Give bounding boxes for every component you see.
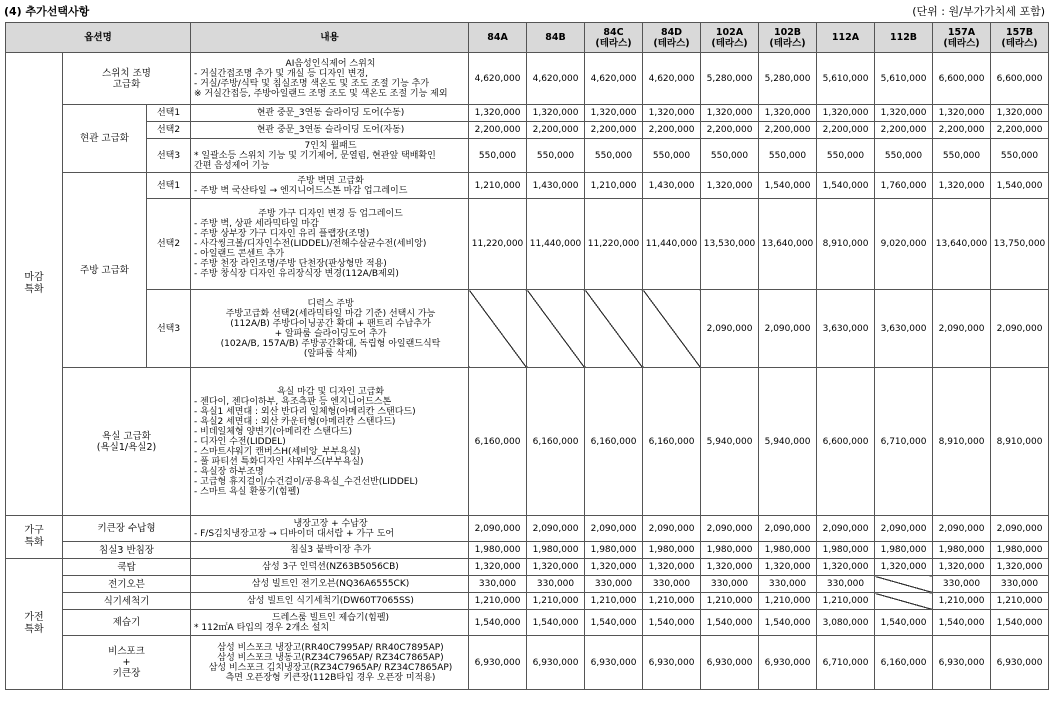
price-cell: 1,760,000 <box>875 173 933 199</box>
price-cell: 1,320,000 <box>817 559 875 576</box>
description-title: 현관 중문_3연동 슬라이딩 도어(자동) <box>256 125 405 135</box>
header-type: 157B (테라스) <box>991 23 1049 53</box>
price-cell: 2,200,000 <box>759 122 817 139</box>
price-cell: 330,000 <box>817 576 875 593</box>
table-row <box>6 593 1049 610</box>
price-cell: 330,000 <box>585 576 643 593</box>
selection-cell: 선택2 <box>147 199 191 290</box>
price-cell: 5,610,000 <box>875 53 933 105</box>
price-cell: 13,750,000 <box>991 199 1049 290</box>
table-row <box>6 199 1049 290</box>
price-cell: 2,090,000 <box>817 516 875 542</box>
price-cell: 1,320,000 <box>643 105 701 122</box>
price-cell: 2,200,000 <box>585 122 643 139</box>
price-cell: 11,220,000 <box>469 199 527 290</box>
price-cell: 330,000 <box>469 576 527 593</box>
price-cell: 550,000 <box>469 139 527 173</box>
table-row <box>6 105 1049 122</box>
price-cell: 5,940,000 <box>759 368 817 516</box>
option-name-cell: 키큰장 수납형 <box>63 516 191 542</box>
price-cell: 6,930,000 <box>991 636 1049 690</box>
price-cell: 6,930,000 <box>469 636 527 690</box>
price-cell: 1,210,000 <box>585 593 643 610</box>
price-cell: 1,320,000 <box>701 105 759 122</box>
price-cell: 2,200,000 <box>701 122 759 139</box>
section-title: (4) 추가선택사항 <box>4 5 90 18</box>
price-cell: 1,980,000 <box>875 542 933 559</box>
price-cell: 1,210,000 <box>527 593 585 610</box>
price-cell: 2,090,000 <box>759 290 817 368</box>
price-cell: 6,930,000 <box>933 636 991 690</box>
price-cell: 550,000 <box>527 139 585 173</box>
description-lines: - 주방 벽, 상판 세라믹타일 마감 - 주방 상부장 가구 디자인 유리 플랩장(조명) - 사각씽크볼/디자인수전(LIDDEL)/전해수살균수전(세비앙) - 아일랜드 콘센트 추가 - 주방 천장 라인조명/주방 단천장(판상형만 적용) - 주방 창식장 디자인 유리장식장 변경(112A/B제외) <box>194 219 427 279</box>
price-cell: 6,600,000 <box>933 53 991 105</box>
table-row <box>6 53 1049 105</box>
table-row <box>6 576 1049 593</box>
description-cell <box>191 559 469 576</box>
price-cell: 11,440,000 <box>527 199 585 290</box>
selection-cell: 선택3 <box>147 139 191 173</box>
description-title: AI음성인식제어 스위치 <box>285 58 376 69</box>
description-title: 주방 벽면 고급화 <box>297 175 364 186</box>
not-applicable-cell <box>585 290 643 368</box>
option-name-cell: 침실3 반침장 <box>63 542 191 559</box>
price-cell: 1,320,000 <box>527 105 585 122</box>
price-cell: 13,640,000 <box>759 199 817 290</box>
price-cell: 1,430,000 <box>527 173 585 199</box>
price-cell: 9,020,000 <box>875 199 933 290</box>
price-cell: 1,320,000 <box>933 559 991 576</box>
option-name-cell: 욕실 고급화 (욕실1/욕실2) <box>63 368 191 516</box>
price-cell: 1,980,000 <box>759 542 817 559</box>
price-cell: 6,930,000 <box>701 636 759 690</box>
description-lines: * 112㎡A 타입의 경우 2개소 설치 <box>194 622 330 633</box>
category-cell: 가구 특화 <box>6 516 63 559</box>
price-cell: 2,090,000 <box>933 290 991 368</box>
price-cell: 1,540,000 <box>585 610 643 636</box>
price-cell: 1,980,000 <box>933 542 991 559</box>
price-cell: 4,620,000 <box>527 53 585 105</box>
description-lines: * 일괄소등 스위치 기능 및 기기제어, 문열림, 현관앞 택배확인 간편 음성제어 기능 <box>194 150 436 171</box>
description-title: 삼성 비스포크 냉장고(RR40C7995AP/ RR40C7895AP) <box>217 642 444 653</box>
header-type: 84C (테라스) <box>585 23 643 53</box>
price-cell: 13,530,000 <box>701 199 759 290</box>
price-cell: 1,210,000 <box>933 593 991 610</box>
price-cell: 1,320,000 <box>991 105 1049 122</box>
price-cell: 550,000 <box>991 139 1049 173</box>
price-cell: 1,320,000 <box>933 105 991 122</box>
price-cell: 1,320,000 <box>875 559 933 576</box>
price-cell: 11,220,000 <box>585 199 643 290</box>
option-name-cell: 비스포크 + 키큰장 <box>63 636 191 690</box>
price-cell: 1,540,000 <box>991 173 1049 199</box>
header-type: 102B (테라스) <box>759 23 817 53</box>
price-cell: 8,910,000 <box>991 368 1049 516</box>
description-cell <box>191 105 469 122</box>
price-cell: 1,980,000 <box>585 542 643 559</box>
table-row <box>6 173 1049 199</box>
header-type: 84B <box>527 23 585 53</box>
table-row <box>6 636 1049 690</box>
price-cell: 2,200,000 <box>643 122 701 139</box>
table-row <box>6 610 1049 636</box>
description-title: 침실3 붙박이장 추가 <box>290 545 372 555</box>
price-cell: 13,640,000 <box>933 199 991 290</box>
description-title: 주방 가구 디자인 변경 등 업그레이드 <box>258 209 403 219</box>
description-title: 욕실 마감 및 디자인 고급화 <box>276 386 385 397</box>
price-cell: 330,000 <box>527 576 585 593</box>
price-cell: 6,710,000 <box>817 636 875 690</box>
price-cell: 1,980,000 <box>991 542 1049 559</box>
header-content: 내용 <box>191 23 469 53</box>
description-cell <box>191 593 469 610</box>
price-cell: 6,160,000 <box>469 368 527 516</box>
option-name-cell: 스위치 조명 고급화 <box>63 53 191 105</box>
price-cell: 2,090,000 <box>701 290 759 368</box>
table-row <box>6 122 1049 139</box>
price-cell: 8,910,000 <box>817 199 875 290</box>
description-title: 현관 중문_3연동 슬라이딩 도어(수동) <box>256 108 405 118</box>
price-cell: 6,160,000 <box>643 368 701 516</box>
table-header-row <box>6 23 1049 53</box>
price-cell: 3,080,000 <box>817 610 875 636</box>
price-cell: 2,200,000 <box>933 122 991 139</box>
price-cell: 1,320,000 <box>469 559 527 576</box>
price-cell: 330,000 <box>759 576 817 593</box>
price-cell: 1,540,000 <box>469 610 527 636</box>
table-row <box>6 290 1049 368</box>
description-lines: 삼성 비스포크 냉동고(RZ34C7965AP/ RZ34C7865AP) 삼성 비스포크 김치냉장고(RZ34C7965AP/ RZ34C7865AP) 측면 오픈장형 키큰장(112B타입 경우 오픈장 미적용) <box>208 652 453 683</box>
header-option-name: 옵션명 <box>6 23 191 53</box>
price-cell: 2,200,000 <box>817 122 875 139</box>
price-cell: 1,210,000 <box>701 593 759 610</box>
price-cell: 1,210,000 <box>643 593 701 610</box>
price-cell: 6,930,000 <box>759 636 817 690</box>
table-row <box>6 559 1049 576</box>
not-applicable-cell <box>875 593 933 610</box>
price-cell: 1,210,000 <box>585 173 643 199</box>
price-cell: 330,000 <box>991 576 1049 593</box>
description-title: 삼성 빌트인 전기오븐(NQ36A6555CK) <box>251 579 410 589</box>
description-lines: 주방고급화 선택2(세라믹타일 마감 기준) 선택시 가능 (112A/B) 주방다이닝공간 확대 + 팬트리 수납추가 + 알파룸 슬라이딩도어 추가 (102A/B, 157A/B) 주방공간확대, 독립형 아일랜드식탁 (알파룸 삭제) <box>220 308 441 359</box>
price-cell: 1,320,000 <box>875 105 933 122</box>
price-cell: 4,620,000 <box>469 53 527 105</box>
option-name-cell: 쿡탑 <box>63 559 191 576</box>
price-cell: 2,090,000 <box>585 516 643 542</box>
header-type: 112B <box>875 23 933 53</box>
price-cell: 1,320,000 <box>585 105 643 122</box>
price-cell: 1,210,000 <box>991 593 1049 610</box>
price-cell: 1,320,000 <box>991 559 1049 576</box>
selection-cell: 선택1 <box>147 105 191 122</box>
description-lines: - F/S김치냉장고장 → 디바이더 대서랍 + 가구 도어 <box>194 528 395 539</box>
not-applicable-cell <box>469 290 527 368</box>
table-row <box>6 139 1049 173</box>
price-cell: 1,980,000 <box>527 542 585 559</box>
price-cell: 2,090,000 <box>469 516 527 542</box>
price-cell: 1,980,000 <box>817 542 875 559</box>
option-price-table <box>5 22 1049 690</box>
description-cell <box>191 636 469 690</box>
price-cell: 6,160,000 <box>585 368 643 516</box>
price-cell: 5,610,000 <box>817 53 875 105</box>
price-cell: 1,210,000 <box>817 593 875 610</box>
header-type: 102A (테라스) <box>701 23 759 53</box>
price-cell: 1,540,000 <box>875 610 933 636</box>
price-cell: 2,090,000 <box>991 516 1049 542</box>
selection-cell: 선택1 <box>147 173 191 199</box>
price-cell: 6,600,000 <box>991 53 1049 105</box>
price-cell: 1,980,000 <box>643 542 701 559</box>
price-cell: 550,000 <box>759 139 817 173</box>
description-title: 냉장고장 + 수납장 <box>293 518 368 529</box>
selection-cell: 선택3 <box>147 290 191 368</box>
price-cell: 1,320,000 <box>585 559 643 576</box>
price-cell: 6,930,000 <box>643 636 701 690</box>
price-cell: 1,430,000 <box>643 173 701 199</box>
price-cell: 1,980,000 <box>469 542 527 559</box>
price-cell: 1,540,000 <box>933 610 991 636</box>
price-cell: 2,200,000 <box>469 122 527 139</box>
price-cell: 4,620,000 <box>585 53 643 105</box>
description-lines: - 거실간접조명 추가 및 개실 등 디자인 변경, - 거실/주방/식탁 및 침실조명 색온도 및 조도 조절 기능 추가 ※ 거실간접등, 주방아일랜드 조명 조도 및 색온도 조절 기능 제외 <box>194 68 448 99</box>
category-cell: 가전 특화 <box>6 559 63 690</box>
option-name-cell: 전기오븐 <box>63 576 191 593</box>
price-cell: 1,540,000 <box>991 610 1049 636</box>
price-cell: 5,280,000 <box>701 53 759 105</box>
price-cell: 1,320,000 <box>701 559 759 576</box>
price-cell: 1,210,000 <box>469 173 527 199</box>
description-title: 디럭스 주방 <box>307 298 354 309</box>
price-cell: 6,160,000 <box>527 368 585 516</box>
price-cell: 330,000 <box>933 576 991 593</box>
price-cell: 1,210,000 <box>759 593 817 610</box>
description-cell <box>191 53 469 105</box>
price-cell: 1,540,000 <box>527 610 585 636</box>
not-applicable-cell <box>643 290 701 368</box>
price-cell: 2,200,000 <box>527 122 585 139</box>
description-cell <box>191 542 469 559</box>
price-cell: 6,600,000 <box>817 368 875 516</box>
selection-cell: 선택2 <box>147 122 191 139</box>
price-cell: 1,540,000 <box>817 173 875 199</box>
description-lines: - 주방 벽 국산타일 → 엔지니어드스톤 마감 업그레이드 <box>194 185 408 196</box>
price-cell: 2,090,000 <box>759 516 817 542</box>
price-cell: 1,320,000 <box>933 173 991 199</box>
price-cell: 1,320,000 <box>759 105 817 122</box>
option-name-cell: 현관 고급화 <box>63 105 147 173</box>
price-cell: 6,710,000 <box>875 368 933 516</box>
description-cell <box>191 199 469 290</box>
description-title: 드레스룸 빌트인 제습기(힘펠) <box>271 612 390 623</box>
table-row <box>6 516 1049 542</box>
table-row <box>6 542 1049 559</box>
price-cell: 11,440,000 <box>643 199 701 290</box>
price-cell: 5,940,000 <box>701 368 759 516</box>
price-cell: 1,540,000 <box>759 610 817 636</box>
price-cell: 1,540,000 <box>759 173 817 199</box>
price-cell: 330,000 <box>643 576 701 593</box>
price-cell: 1,320,000 <box>701 173 759 199</box>
header-type: 112A <box>817 23 875 53</box>
price-cell: 550,000 <box>817 139 875 173</box>
description-cell <box>191 368 469 516</box>
price-cell: 550,000 <box>585 139 643 173</box>
price-cell: 2,090,000 <box>875 516 933 542</box>
description-cell <box>191 139 469 173</box>
price-cell: 550,000 <box>875 139 933 173</box>
header-type: 157A (테라스) <box>933 23 991 53</box>
description-cell <box>191 290 469 368</box>
description-cell <box>191 576 469 593</box>
price-cell: 550,000 <box>933 139 991 173</box>
price-cell: 1,320,000 <box>527 559 585 576</box>
description-cell <box>191 516 469 542</box>
page-header <box>0 0 1053 22</box>
description-title: 7인치 월패드 <box>304 140 357 151</box>
description-cell <box>191 173 469 199</box>
not-applicable-cell <box>527 290 585 368</box>
price-cell: 2,200,000 <box>991 122 1049 139</box>
price-cell: 4,620,000 <box>643 53 701 105</box>
header-type: 84D (테라스) <box>643 23 701 53</box>
price-cell: 6,160,000 <box>875 636 933 690</box>
price-cell: 330,000 <box>701 576 759 593</box>
price-cell: 1,320,000 <box>759 559 817 576</box>
option-name-cell: 식기세척기 <box>63 593 191 610</box>
option-name-cell: 주방 고급화 <box>63 173 147 368</box>
price-cell: 3,630,000 <box>817 290 875 368</box>
price-cell: 550,000 <box>643 139 701 173</box>
price-cell: 5,280,000 <box>759 53 817 105</box>
header-type: 84A <box>469 23 527 53</box>
unit-note: (단위 : 원/부가가치세 포함) <box>912 5 1045 18</box>
price-cell: 2,090,000 <box>527 516 585 542</box>
price-cell: 1,540,000 <box>643 610 701 636</box>
price-cell: 1,320,000 <box>643 559 701 576</box>
table-row <box>6 368 1049 516</box>
category-cell: 마감 특화 <box>6 53 63 516</box>
description-cell <box>191 610 469 636</box>
price-cell: 2,200,000 <box>875 122 933 139</box>
price-cell: 2,090,000 <box>933 516 991 542</box>
price-cell: 1,320,000 <box>469 105 527 122</box>
not-applicable-cell <box>875 576 933 593</box>
description-title: 삼성 빌트인 식기세척기(DW60T7065SS) <box>247 596 414 606</box>
price-cell: 1,320,000 <box>817 105 875 122</box>
description-lines: - 젠다이, 젠다이하부, 욕조측판 등 엔지니어드스톤 - 욕실1 세면대 : 외산 반다리 일체형(아메리칸 스탠다드) - 욕실2 세면대 : 외산 카운터형(아메리칸 스탠다드) - 비데일체형 양변기(아메리칸 스탠다드) - 디자인 수전(LIDDEL) - 스마트샤워기 캔버스H(세비앙_부부욕실) - 풀 파티션 특화디자인 샤워부스(부부욕실) - 욕실장 하부조명 - 고급형 휴지걸이/수건걸이/공용욕실_수건선반(LIDDEL) - 스마트 욕실 환풍기(힘펠) <box>194 396 418 497</box>
price-cell: 6,930,000 <box>527 636 585 690</box>
description-title: 삼성 3구 인덕션(NZ63B5056CB) <box>262 562 399 572</box>
price-cell: 6,930,000 <box>585 636 643 690</box>
price-cell: 1,980,000 <box>701 542 759 559</box>
price-cell: 2,090,000 <box>701 516 759 542</box>
price-cell: 1,210,000 <box>469 593 527 610</box>
price-cell: 2,090,000 <box>991 290 1049 368</box>
option-name-cell: 제습기 <box>63 610 191 636</box>
price-cell: 2,090,000 <box>643 516 701 542</box>
price-cell: 1,540,000 <box>701 610 759 636</box>
price-cell: 3,630,000 <box>875 290 933 368</box>
description-cell <box>191 122 469 139</box>
price-cell: 550,000 <box>701 139 759 173</box>
price-cell: 8,910,000 <box>933 368 991 516</box>
